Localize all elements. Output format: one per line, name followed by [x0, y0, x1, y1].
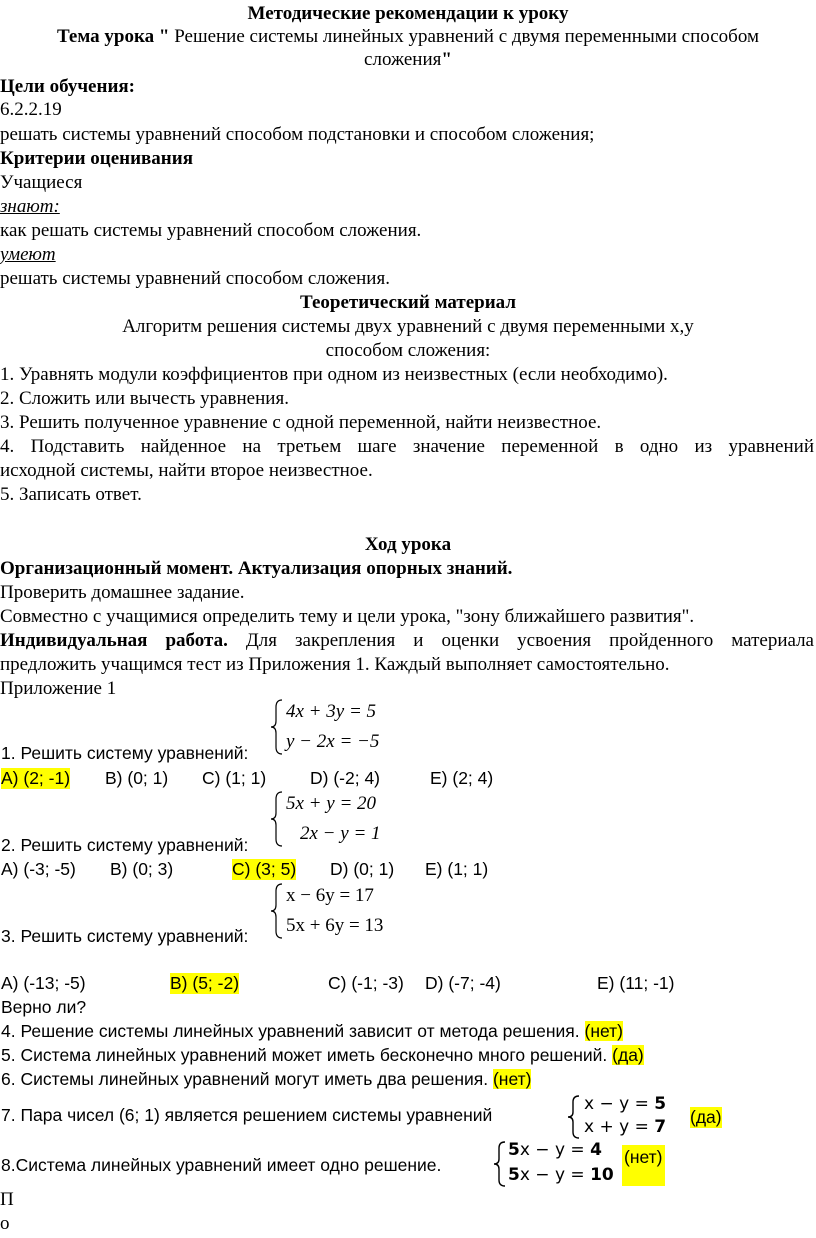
q2-eq2: 2x − y = 1	[300, 823, 381, 844]
q2-option-a: А) (-3; -5)	[1, 859, 76, 879]
left-brace-icon	[270, 882, 284, 940]
theory-step-3: 3. Решить полученное уравнение с одной переменной, найти неизвестное.	[0, 412, 602, 433]
q8-eq2: 5x − y = 10	[508, 1165, 614, 1185]
theory-subtitle-1: Алгоритм решения системы двух уравнений с двумя переменными х,у	[122, 316, 694, 337]
q7-answer: (да)	[690, 1107, 722, 1127]
goals-code: 6.2.2.19	[0, 99, 62, 120]
lesson-individual-cont: предложить учащимся тест из Приложения 1. Каждый выполняет самостоятельно.	[0, 654, 670, 675]
criteria-know-text: как решать системы уравнений способом сложения.	[0, 220, 422, 241]
q6-text: 6. Системы линейных уравнений могут иметь два решения.	[1, 1069, 489, 1089]
document-title: Методические рекомендации к уроку	[247, 3, 569, 24]
q2-system	[270, 790, 410, 850]
left-brace-icon	[493, 1140, 507, 1188]
theory-subtitle-2: способом сложения:	[325, 340, 491, 361]
individual-label: Индивидуальная работа.	[0, 630, 228, 651]
q1-system	[270, 698, 410, 758]
q1-option-c: С) (1; 1)	[202, 768, 267, 788]
q5-text: 5. Система линейных уравнений может иметь бесконечно много решений.	[1, 1045, 608, 1065]
footer-line-2: о	[0, 1213, 10, 1234]
q3-option-b: В) (5; -2)	[170, 973, 240, 993]
theory-step-1: 1. Уравнять модули коэффициентов при одном из неизвестных (если необходимо).	[0, 364, 668, 385]
q5-answer: (да)	[612, 1045, 644, 1065]
q8-eq1: 5x − y = 4	[508, 1140, 602, 1160]
q3-text: 3. Решить систему уравнений:	[1, 926, 249, 946]
q7-eq2: x + y = 7	[584, 1117, 667, 1137]
lesson-topic-cont	[0, 48, 816, 71]
q6-statement	[1, 1069, 531, 1090]
left-brace-icon	[270, 698, 284, 756]
q2-text: 2. Решить систему уравнений:	[1, 835, 249, 855]
lesson-heading: Ход урока	[364, 534, 452, 555]
criteria-know-label: знают:	[0, 196, 60, 217]
topic-close: "	[441, 49, 452, 70]
q2-option-d: D) (0; 1)	[330, 859, 395, 879]
theory-step-4: 4. Подставить найденное на третьем шаге значение переменной в одно из уравнений	[0, 436, 814, 457]
true-false-heading: Верно ли?	[1, 997, 87, 1017]
individual-text: Для закрепления и оценки усвоения пройденного материала	[227, 630, 814, 651]
goals-text: решать системы уравнений способом подстановки и способом сложения;	[0, 124, 595, 145]
q3-option-d: D) (-7; -4)	[425, 973, 501, 993]
q3-eq2: 5x + 6y = 13	[286, 915, 384, 936]
q2-option-e: Е) (1; 1)	[425, 859, 489, 879]
theory-step-4-cont: исходной системы, найти второе неизвестное.	[0, 460, 373, 481]
q4-answer: (нет)	[584, 1021, 624, 1041]
q1-option-b: В) (0; 1)	[105, 768, 169, 788]
q3-eq1: x − 6y = 17	[286, 885, 374, 906]
q1-eq2: y − 2x = −5	[286, 731, 380, 752]
q8-answer: (нет)	[622, 1145, 665, 1186]
criteria-heading: Критерии оценивания	[0, 148, 193, 169]
left-brace-icon	[567, 1094, 581, 1140]
lesson-individual	[0, 629, 814, 652]
topic-label: Тема урока "	[56, 26, 170, 47]
lesson-org: Организационный момент. Актуализация опорных знаний.	[0, 558, 513, 579]
q4-statement	[1, 1021, 623, 1042]
q1-option-e: Е) (2; 4)	[430, 768, 494, 788]
q4-text: 4. Решение системы линейных уравнений зависит от метода решения.	[1, 1021, 580, 1041]
q1-option-a: А) (2; -1)	[1, 768, 71, 788]
lesson-joint: Совместно с учащимися определить тему и цели урока, "зону ближайшего развития".	[0, 606, 695, 627]
topic-text-2: сложения	[364, 49, 442, 70]
appendix-label: Приложение 1	[0, 678, 117, 699]
q1-eq1: 4x + 3y = 5	[286, 701, 377, 722]
q2-option-b: В) (0; 3)	[110, 859, 174, 879]
q7-eq1: x − y = 5	[584, 1094, 667, 1114]
criteria-can-text: решать системы уравнений способом сложения.	[0, 268, 390, 289]
q3-option-c: С) (-1; -3)	[328, 973, 404, 993]
goals-heading: Цели обучения:	[0, 76, 135, 97]
q7-system	[567, 1094, 687, 1142]
left-brace-icon	[270, 790, 284, 848]
q3-option-e: Е) (11; -1)	[597, 973, 675, 993]
theory-heading: Теоретический материал	[300, 292, 516, 313]
topic-text: Решение системы линейных уравнений с двумя переменными способом	[169, 26, 760, 47]
criteria-students: Учащиеся	[0, 172, 83, 193]
q2-option-c: С) (3; 5)	[232, 859, 297, 879]
q8-text: 8.Система линейных уравнений имеет одно решение.	[1, 1155, 442, 1175]
q6-answer: (нет)	[492, 1069, 532, 1089]
q3-system	[270, 882, 410, 942]
footer-line-1: П	[0, 1189, 14, 1210]
lesson-homework: Проверить домашнее задание.	[0, 582, 245, 603]
theory-step-5: 5. Записать ответ.	[0, 484, 142, 505]
criteria-can-label: умеют	[0, 244, 56, 265]
q3-option-a: А) (-13; -5)	[1, 973, 86, 993]
q1-text: 1. Решить систему уравнений:	[1, 743, 249, 763]
q5-statement	[1, 1045, 644, 1066]
q8-system	[493, 1140, 623, 1190]
lesson-topic	[0, 25, 816, 48]
q2-eq1: 5x + y = 20	[286, 793, 377, 814]
q1-option-d: D) (-2; 4)	[310, 768, 380, 788]
theory-step-2: 2. Сложить или вычесть уравнения.	[0, 388, 289, 409]
q7-text: 7. Пара чисел (6; 1) является решением системы уравнений	[1, 1105, 493, 1125]
